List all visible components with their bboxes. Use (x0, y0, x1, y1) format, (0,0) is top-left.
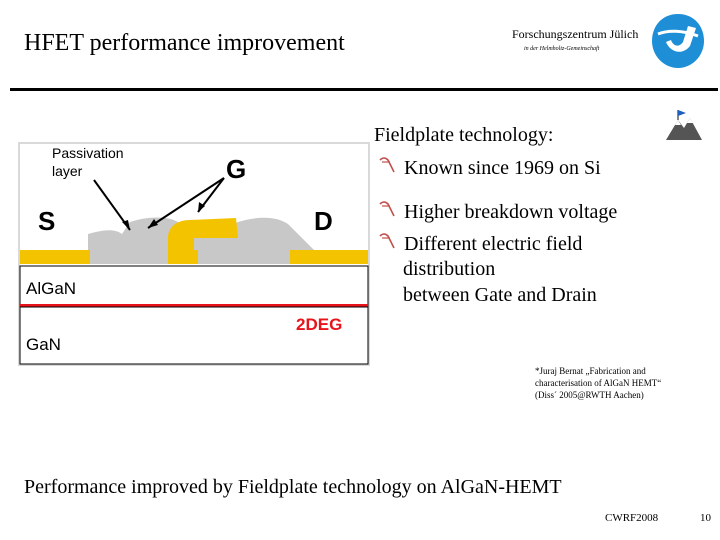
gate-label: G (226, 154, 247, 184)
bullet-continuation: distribution (403, 258, 496, 280)
conclusion-text: Performance improved by Fieldplate technology on AlGaN-HEMT (24, 476, 562, 498)
header-divider (10, 88, 718, 91)
reference-line: *Juraj Bernat „Fabrication and (535, 366, 646, 376)
bullet-continuation: between Gate and Drain (403, 284, 597, 306)
bullet-text: Different electric field (404, 233, 583, 255)
bullet-item (378, 200, 617, 224)
gan-label: GaN (26, 335, 61, 354)
reference-line: characterisation of AlGaN HEMT“ (535, 378, 662, 388)
passivation-label-1: Passivation (52, 145, 124, 161)
bullet-text: Higher breakdown voltage (404, 201, 618, 223)
hook-bullet-icon (378, 232, 404, 256)
2deg-label: 2DEG (296, 315, 343, 334)
section-title: Fieldplate technology: (374, 124, 554, 146)
reference-line: (Diss´ 2005@RWTH Aachen) (535, 390, 644, 400)
passivation-label-2: layer (52, 163, 83, 179)
hfet-cross-section-diagram (18, 142, 370, 366)
mountain-flag-icon (664, 108, 704, 142)
hook-bullet-icon (378, 156, 404, 180)
bullet-item (378, 232, 582, 256)
reference-note (535, 365, 661, 401)
institution-subtitle: in der Helmholtz-Gemeinschaft (524, 46, 600, 52)
slide-title: HFET performance improvement (24, 30, 345, 56)
page-number: 10 (700, 512, 711, 524)
hook-bullet-icon (378, 200, 404, 224)
bullet-item (378, 156, 601, 180)
source-label: S (38, 206, 56, 236)
algan-label: AlGaN (26, 279, 77, 298)
fz-juelich-logo (648, 12, 708, 70)
bullet-text: Known since 1969 on Si (404, 157, 601, 179)
institution-name: Forschungszentrum Jülich (512, 27, 639, 41)
footer-conference: CWRF2008 (605, 512, 659, 524)
drain-label: D (314, 206, 333, 236)
